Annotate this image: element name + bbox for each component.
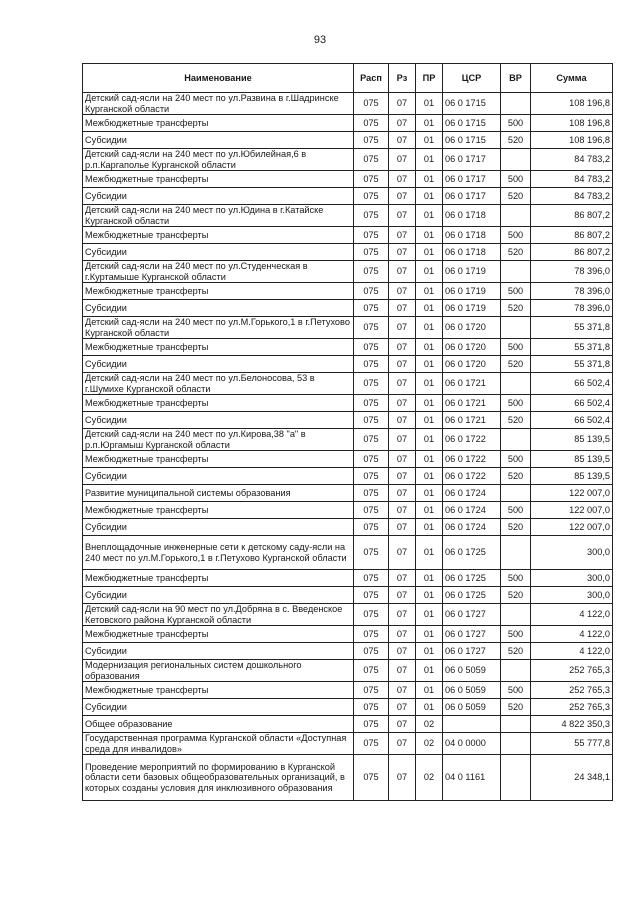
table-row bbox=[83, 412, 613, 429]
cell-name: Межбюджетные трансферты bbox=[83, 451, 354, 468]
cell-sum: 55 777,8 bbox=[531, 733, 613, 755]
cell-csr: 06 0 1721 bbox=[443, 412, 501, 429]
cell-sum: 78 396,0 bbox=[531, 283, 613, 300]
cell-rasp: 075 bbox=[354, 660, 389, 682]
cell-rz: 07 bbox=[389, 115, 416, 132]
cell-rz: 07 bbox=[389, 660, 416, 682]
cell-rz: 07 bbox=[389, 188, 416, 205]
cell-csr: 06 0 1721 bbox=[443, 395, 501, 412]
cell-vr bbox=[501, 733, 531, 755]
cell-pr: 01 bbox=[416, 536, 443, 570]
cell-rz: 07 bbox=[389, 317, 416, 339]
cell-rz: 07 bbox=[389, 205, 416, 227]
cell-rz: 07 bbox=[389, 451, 416, 468]
cell-csr: 06 0 1719 bbox=[443, 283, 501, 300]
header-csr: ЦСР bbox=[443, 64, 501, 93]
cell-sum: 4 122,0 bbox=[531, 604, 613, 626]
cell-csr: 06 0 5059 bbox=[443, 660, 501, 682]
cell-rasp: 075 bbox=[354, 339, 389, 356]
cell-pr: 01 bbox=[416, 395, 443, 412]
cell-vr bbox=[501, 205, 531, 227]
cell-sum: 86 807,2 bbox=[531, 244, 613, 261]
cell-name: Межбюджетные трансферты bbox=[83, 502, 354, 519]
cell-csr: 06 0 1717 bbox=[443, 149, 501, 171]
cell-pr: 02 bbox=[416, 733, 443, 755]
cell-rasp: 075 bbox=[354, 356, 389, 373]
cell-csr: 06 0 1724 bbox=[443, 519, 501, 536]
cell-rz: 07 bbox=[389, 149, 416, 171]
table-row bbox=[83, 395, 613, 412]
cell-csr: 06 0 1718 bbox=[443, 205, 501, 227]
cell-rasp: 075 bbox=[354, 451, 389, 468]
cell-pr: 01 bbox=[416, 429, 443, 451]
cell-pr: 01 bbox=[416, 519, 443, 536]
cell-vr: 500 bbox=[501, 682, 531, 699]
cell-rasp: 075 bbox=[354, 587, 389, 604]
cell-csr: 06 0 1727 bbox=[443, 604, 501, 626]
cell-pr: 01 bbox=[416, 682, 443, 699]
cell-name: Внеплощадочные инженерные сети к детскому саду-ясли на 240 мест по ул.М.Горького,1 в г.Петухово Курганской области bbox=[83, 536, 354, 570]
cell-name: Государственная программа Курганской области «Доступная среда для инвалидов» bbox=[83, 733, 354, 755]
table-row bbox=[83, 227, 613, 244]
cell-vr bbox=[501, 373, 531, 395]
cell-csr bbox=[443, 716, 501, 733]
cell-rasp: 075 bbox=[354, 227, 389, 244]
table-header-row bbox=[83, 64, 613, 93]
cell-sum: 122 007,0 bbox=[531, 485, 613, 502]
cell-name: Субсидии bbox=[83, 188, 354, 205]
cell-name: Межбюджетные трансферты bbox=[83, 115, 354, 132]
cell-rz: 07 bbox=[389, 716, 416, 733]
cell-pr: 01 bbox=[416, 93, 443, 115]
cell-rz: 07 bbox=[389, 587, 416, 604]
cell-rasp: 075 bbox=[354, 412, 389, 429]
cell-name: Детский сад-ясли на 240 мест по ул.М.Горького,1 в г.Петухово Курганской области bbox=[83, 317, 354, 339]
table-row bbox=[83, 317, 613, 339]
cell-name: Детский сад-ясли на 240 мест по ул.Юдина в г.Катайске Курганской области bbox=[83, 205, 354, 227]
cell-rz: 07 bbox=[389, 300, 416, 317]
cell-csr: 06 0 1722 bbox=[443, 468, 501, 485]
cell-vr: 520 bbox=[501, 643, 531, 660]
cell-rasp: 075 bbox=[354, 485, 389, 502]
table-row bbox=[83, 373, 613, 395]
cell-name: Субсидии bbox=[83, 519, 354, 536]
cell-rz: 07 bbox=[389, 519, 416, 536]
cell-csr: 06 0 1718 bbox=[443, 227, 501, 244]
cell-rz: 07 bbox=[389, 171, 416, 188]
cell-name: Модернизация региональных систем дошкольного образования bbox=[83, 660, 354, 682]
cell-name: Субсидии bbox=[83, 699, 354, 716]
cell-vr: 520 bbox=[501, 699, 531, 716]
cell-rz: 07 bbox=[389, 570, 416, 587]
cell-rz: 07 bbox=[389, 339, 416, 356]
table-row bbox=[83, 682, 613, 699]
cell-rz: 07 bbox=[389, 485, 416, 502]
table-row bbox=[83, 356, 613, 373]
cell-rasp: 075 bbox=[354, 261, 389, 283]
cell-pr: 01 bbox=[416, 188, 443, 205]
cell-rasp: 075 bbox=[354, 716, 389, 733]
cell-rasp: 075 bbox=[354, 373, 389, 395]
cell-rasp: 075 bbox=[354, 699, 389, 716]
cell-name: Межбюджетные трансферты bbox=[83, 570, 354, 587]
cell-csr: 06 0 1715 bbox=[443, 115, 501, 132]
cell-name: Межбюджетные трансферты bbox=[83, 395, 354, 412]
cell-csr: 06 0 1725 bbox=[443, 570, 501, 587]
cell-sum: 300,0 bbox=[531, 536, 613, 570]
cell-sum: 108 196,8 bbox=[531, 93, 613, 115]
cell-rasp: 075 bbox=[354, 300, 389, 317]
cell-rz: 07 bbox=[389, 502, 416, 519]
cell-name: Субсидии bbox=[83, 300, 354, 317]
cell-vr bbox=[501, 317, 531, 339]
cell-rz: 07 bbox=[389, 244, 416, 261]
cell-csr: 06 0 1720 bbox=[443, 317, 501, 339]
cell-sum: 252 765,3 bbox=[531, 682, 613, 699]
cell-rz: 07 bbox=[389, 699, 416, 716]
table-row bbox=[83, 519, 613, 536]
cell-rasp: 075 bbox=[354, 626, 389, 643]
cell-vr: 500 bbox=[501, 570, 531, 587]
cell-vr bbox=[501, 660, 531, 682]
cell-rz: 07 bbox=[389, 643, 416, 660]
cell-pr: 01 bbox=[416, 502, 443, 519]
header-rasp: Расп bbox=[354, 64, 389, 93]
cell-csr: 06 0 1725 bbox=[443, 536, 501, 570]
cell-pr: 01 bbox=[416, 283, 443, 300]
table-row bbox=[83, 660, 613, 682]
cell-rasp: 075 bbox=[354, 115, 389, 132]
cell-pr: 01 bbox=[416, 227, 443, 244]
cell-sum: 84 783,2 bbox=[531, 171, 613, 188]
table-row bbox=[83, 429, 613, 451]
cell-name: Субсидии bbox=[83, 244, 354, 261]
cell-name: Детский сад-ясли на 240 мест по ул.Студенческая в г.Куртамыше Курганской области bbox=[83, 261, 354, 283]
cell-name: Субсидии bbox=[83, 643, 354, 660]
cell-pr: 02 bbox=[416, 755, 443, 801]
cell-vr: 520 bbox=[501, 300, 531, 317]
cell-sum: 108 196,8 bbox=[531, 132, 613, 149]
cell-csr: 06 0 1717 bbox=[443, 188, 501, 205]
table-row bbox=[83, 339, 613, 356]
cell-csr: 06 0 5059 bbox=[443, 699, 501, 716]
table-row bbox=[83, 283, 613, 300]
cell-name: Субсидии bbox=[83, 356, 354, 373]
table-row bbox=[83, 699, 613, 716]
cell-rz: 07 bbox=[389, 261, 416, 283]
cell-pr: 01 bbox=[416, 339, 443, 356]
header-vr: ВР bbox=[501, 64, 531, 93]
cell-pr: 01 bbox=[416, 261, 443, 283]
cell-vr: 520 bbox=[501, 132, 531, 149]
cell-vr: 500 bbox=[501, 171, 531, 188]
cell-rasp: 075 bbox=[354, 733, 389, 755]
cell-pr: 01 bbox=[416, 412, 443, 429]
cell-pr: 01 bbox=[416, 149, 443, 171]
cell-pr: 01 bbox=[416, 643, 443, 660]
table-row bbox=[83, 502, 613, 519]
cell-csr: 06 0 1722 bbox=[443, 451, 501, 468]
cell-name: Межбюджетные трансферты bbox=[83, 283, 354, 300]
cell-rasp: 075 bbox=[354, 519, 389, 536]
cell-sum: 122 007,0 bbox=[531, 519, 613, 536]
cell-vr: 500 bbox=[501, 502, 531, 519]
cell-rasp: 075 bbox=[354, 93, 389, 115]
cell-csr: 04 0 1161 bbox=[443, 755, 501, 801]
cell-sum: 86 807,2 bbox=[531, 205, 613, 227]
cell-name: Детский сад-ясли на 240 мест по ул.Кирова,38 "а" в р.п.Юргамыш Курганской области bbox=[83, 429, 354, 451]
cell-vr: 520 bbox=[501, 412, 531, 429]
cell-name: Межбюджетные трансферты bbox=[83, 227, 354, 244]
cell-pr: 02 bbox=[416, 716, 443, 733]
cell-sum: 84 783,2 bbox=[531, 188, 613, 205]
cell-pr: 01 bbox=[416, 587, 443, 604]
cell-name: Субсидии bbox=[83, 412, 354, 429]
cell-pr: 01 bbox=[416, 604, 443, 626]
cell-vr: 520 bbox=[501, 244, 531, 261]
cell-csr: 06 0 1727 bbox=[443, 626, 501, 643]
cell-rz: 07 bbox=[389, 227, 416, 244]
cell-vr: 520 bbox=[501, 356, 531, 373]
cell-name: Субсидии bbox=[83, 468, 354, 485]
table-row bbox=[83, 244, 613, 261]
cell-sum: 86 807,2 bbox=[531, 227, 613, 244]
cell-vr: 520 bbox=[501, 468, 531, 485]
cell-sum: 78 396,0 bbox=[531, 261, 613, 283]
cell-rasp: 075 bbox=[354, 132, 389, 149]
header-pr: ПР bbox=[416, 64, 443, 93]
cell-name: Межбюджетные трансферты bbox=[83, 682, 354, 699]
cell-rz: 07 bbox=[389, 604, 416, 626]
table-row bbox=[83, 115, 613, 132]
cell-name: Детский сад-ясли на 90 мест по ул.Добряна в с. Введенское Кетовского района Курганской области bbox=[83, 604, 354, 626]
cell-rasp: 075 bbox=[354, 468, 389, 485]
cell-rasp: 075 bbox=[354, 429, 389, 451]
cell-rz: 07 bbox=[389, 536, 416, 570]
cell-name: Развитие муниципальной системы образования bbox=[83, 485, 354, 502]
cell-sum: 66 502,4 bbox=[531, 412, 613, 429]
cell-csr: 06 0 1721 bbox=[443, 373, 501, 395]
cell-sum: 85 139,5 bbox=[531, 429, 613, 451]
table-row bbox=[83, 485, 613, 502]
cell-name: Детский сад-ясли на 240 мест по ул.Юбилейная,6 в р.п.Каргаполье Курганской области bbox=[83, 149, 354, 171]
cell-csr: 06 0 1727 bbox=[443, 643, 501, 660]
cell-vr: 500 bbox=[501, 283, 531, 300]
cell-csr: 06 0 1719 bbox=[443, 261, 501, 283]
table-row bbox=[83, 261, 613, 283]
cell-sum: 78 396,0 bbox=[531, 300, 613, 317]
cell-csr: 06 0 1720 bbox=[443, 339, 501, 356]
cell-rasp: 075 bbox=[354, 149, 389, 171]
table-row bbox=[83, 93, 613, 115]
table-row bbox=[83, 171, 613, 188]
cell-rz: 07 bbox=[389, 626, 416, 643]
cell-csr: 06 0 1715 bbox=[443, 93, 501, 115]
cell-pr: 01 bbox=[416, 451, 443, 468]
cell-pr: 01 bbox=[416, 356, 443, 373]
cell-rz: 07 bbox=[389, 429, 416, 451]
cell-sum: 252 765,3 bbox=[531, 660, 613, 682]
cell-rasp: 075 bbox=[354, 604, 389, 626]
cell-pr: 01 bbox=[416, 132, 443, 149]
table-row bbox=[83, 716, 613, 733]
cell-pr: 01 bbox=[416, 317, 443, 339]
table-row bbox=[83, 643, 613, 660]
cell-rz: 07 bbox=[389, 132, 416, 149]
cell-vr bbox=[501, 604, 531, 626]
table-body bbox=[83, 93, 613, 801]
cell-sum: 84 783,2 bbox=[531, 149, 613, 171]
header-rz: Рз bbox=[389, 64, 416, 93]
cell-pr: 01 bbox=[416, 660, 443, 682]
cell-vr bbox=[501, 261, 531, 283]
table-row bbox=[83, 132, 613, 149]
cell-rasp: 075 bbox=[354, 317, 389, 339]
cell-csr: 06 0 1724 bbox=[443, 502, 501, 519]
cell-rasp: 075 bbox=[354, 244, 389, 261]
cell-vr: 500 bbox=[501, 395, 531, 412]
cell-vr: 500 bbox=[501, 339, 531, 356]
cell-name: Межбюджетные трансферты bbox=[83, 339, 354, 356]
cell-sum: 85 139,5 bbox=[531, 451, 613, 468]
cell-csr: 06 0 1715 bbox=[443, 132, 501, 149]
cell-name: Общее образование bbox=[83, 716, 354, 733]
cell-vr bbox=[501, 485, 531, 502]
cell-rz: 07 bbox=[389, 682, 416, 699]
header-sum: Сумма bbox=[531, 64, 613, 93]
cell-rasp: 075 bbox=[354, 395, 389, 412]
cell-pr: 01 bbox=[416, 300, 443, 317]
cell-rasp: 075 bbox=[354, 171, 389, 188]
cell-vr bbox=[501, 755, 531, 801]
cell-rz: 07 bbox=[389, 412, 416, 429]
cell-rasp: 075 bbox=[354, 283, 389, 300]
cell-csr: 06 0 1719 bbox=[443, 300, 501, 317]
cell-pr: 01 bbox=[416, 244, 443, 261]
cell-name: Детский сад-ясли на 240 мест по ул.Белоносова, 53 в г.Шумихе Курганской области bbox=[83, 373, 354, 395]
cell-pr: 01 bbox=[416, 699, 443, 716]
cell-vr: 500 bbox=[501, 451, 531, 468]
table-row bbox=[83, 587, 613, 604]
cell-rasp: 075 bbox=[354, 643, 389, 660]
cell-pr: 01 bbox=[416, 570, 443, 587]
cell-sum: 300,0 bbox=[531, 570, 613, 587]
cell-rz: 07 bbox=[389, 395, 416, 412]
cell-sum: 122 007,0 bbox=[531, 502, 613, 519]
cell-vr: 500 bbox=[501, 227, 531, 244]
cell-csr: 06 0 1718 bbox=[443, 244, 501, 261]
cell-name: Проведение мероприятий по формированию в Курганской области сети базовых общеобразовательных организаций, в которых созданы условия для инклюзивного образования bbox=[83, 755, 354, 801]
cell-vr bbox=[501, 716, 531, 733]
cell-pr: 01 bbox=[416, 171, 443, 188]
cell-rasp: 075 bbox=[354, 536, 389, 570]
cell-sum: 66 502,4 bbox=[531, 395, 613, 412]
cell-csr: 06 0 1720 bbox=[443, 356, 501, 373]
table-row bbox=[83, 536, 613, 570]
cell-name: Межбюджетные трансферты bbox=[83, 171, 354, 188]
table-row bbox=[83, 570, 613, 587]
header-name: Наименование bbox=[83, 64, 354, 93]
cell-csr: 04 0 0000 bbox=[443, 733, 501, 755]
page-number: 93 bbox=[313, 34, 327, 46]
cell-name: Субсидии bbox=[83, 132, 354, 149]
cell-name: Межбюджетные трансферты bbox=[83, 626, 354, 643]
cell-pr: 01 bbox=[416, 485, 443, 502]
cell-rasp: 075 bbox=[354, 502, 389, 519]
cell-vr bbox=[501, 149, 531, 171]
cell-pr: 01 bbox=[416, 468, 443, 485]
cell-sum: 4 122,0 bbox=[531, 626, 613, 643]
cell-rasp: 075 bbox=[354, 570, 389, 587]
cell-sum: 108 196,8 bbox=[531, 115, 613, 132]
cell-csr: 06 0 5059 bbox=[443, 682, 501, 699]
cell-sum: 4 822 350,3 bbox=[531, 716, 613, 733]
cell-vr: 520 bbox=[501, 587, 531, 604]
cell-vr: 500 bbox=[501, 115, 531, 132]
cell-name: Субсидии bbox=[83, 587, 354, 604]
cell-vr bbox=[501, 93, 531, 115]
cell-rz: 07 bbox=[389, 93, 416, 115]
cell-sum: 55 371,8 bbox=[531, 339, 613, 356]
cell-name: Детский сад-ясли на 240 мест по ул.Развина в г.Шадринске Курганской области bbox=[83, 93, 354, 115]
cell-csr: 06 0 1717 bbox=[443, 171, 501, 188]
cell-rasp: 075 bbox=[354, 188, 389, 205]
cell-rz: 07 bbox=[389, 733, 416, 755]
cell-pr: 01 bbox=[416, 115, 443, 132]
cell-sum: 252 765,3 bbox=[531, 699, 613, 716]
cell-rz: 07 bbox=[389, 283, 416, 300]
cell-rz: 07 bbox=[389, 755, 416, 801]
cell-rasp: 075 bbox=[354, 755, 389, 801]
cell-pr: 01 bbox=[416, 626, 443, 643]
table-row bbox=[83, 188, 613, 205]
cell-sum: 85 139,5 bbox=[531, 468, 613, 485]
table-row bbox=[83, 451, 613, 468]
cell-sum: 4 122,0 bbox=[531, 643, 613, 660]
cell-vr: 520 bbox=[501, 519, 531, 536]
cell-vr: 500 bbox=[501, 626, 531, 643]
cell-sum: 300,0 bbox=[531, 587, 613, 604]
cell-vr bbox=[501, 429, 531, 451]
cell-vr: 520 bbox=[501, 188, 531, 205]
cell-rz: 07 bbox=[389, 373, 416, 395]
table-row bbox=[83, 205, 613, 227]
table-row bbox=[83, 733, 613, 755]
table-row bbox=[83, 300, 613, 317]
table-row bbox=[83, 755, 613, 801]
cell-csr: 06 0 1724 bbox=[443, 485, 501, 502]
cell-pr: 01 bbox=[416, 373, 443, 395]
cell-csr: 06 0 1722 bbox=[443, 429, 501, 451]
table-row bbox=[83, 468, 613, 485]
table-row bbox=[83, 149, 613, 171]
cell-rasp: 075 bbox=[354, 205, 389, 227]
cell-sum: 24 348,1 bbox=[531, 755, 613, 801]
cell-rasp: 075 bbox=[354, 682, 389, 699]
cell-csr: 06 0 1725 bbox=[443, 587, 501, 604]
table-row bbox=[83, 626, 613, 643]
cell-pr: 01 bbox=[416, 205, 443, 227]
table-row bbox=[83, 604, 613, 626]
cell-rz: 07 bbox=[389, 468, 416, 485]
budget-table bbox=[82, 63, 613, 801]
cell-sum: 66 502,4 bbox=[531, 373, 613, 395]
cell-vr bbox=[501, 536, 531, 570]
cell-sum: 55 371,8 bbox=[531, 317, 613, 339]
cell-rz: 07 bbox=[389, 356, 416, 373]
cell-sum: 55 371,8 bbox=[531, 356, 613, 373]
